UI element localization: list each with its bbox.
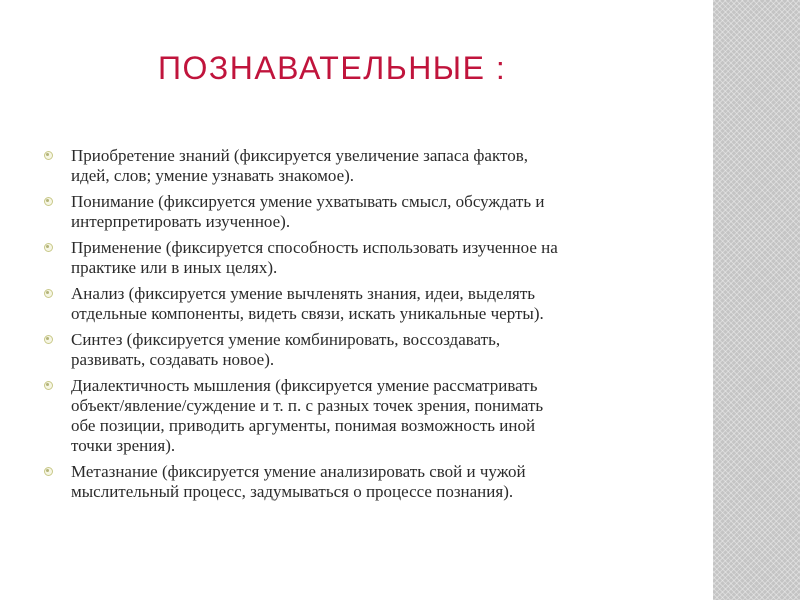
circle-bullet-icon	[44, 197, 53, 206]
bullet-list	[44, 146, 644, 508]
circle-bullet-icon	[44, 289, 53, 298]
bullet-text-line: Понимание (фиксируется умение ухватывать смысл, обсуждать и	[71, 192, 545, 211]
bullet-text-line: идей, слов; умение узнавать знакомое).	[71, 166, 355, 185]
bullet-text-line: развивать, создавать новое).	[71, 350, 275, 369]
circle-bullet-icon	[44, 243, 53, 252]
bullet-item	[44, 376, 644, 456]
bullet-text-line: обе позиции, приводить аргументы, понимая возможность иной	[71, 416, 536, 435]
bullet-item	[44, 284, 644, 324]
bullet-item	[44, 462, 644, 502]
bullet-item	[44, 330, 644, 370]
bullet-text-line: Метазнание (фиксируется умение анализировать свой и чужой	[71, 462, 526, 481]
slide-title: ПОЗНАВАТЕЛЬНЫЕ :	[158, 50, 507, 86]
bullet-text-line: практике или в иных целях).	[71, 258, 278, 277]
bullet-text-line: Применение (фиксируется способность использовать изученное на	[71, 238, 558, 257]
bullet-text-line: мыслительный процесс, задумываться о процессе познания).	[71, 482, 514, 501]
bullet-text-line: Анализ (фиксируется умение вычленять знания, идеи, выделять	[71, 284, 536, 303]
bullet-text-line: точки зрения).	[71, 436, 176, 455]
decorative-side-panel	[713, 0, 800, 600]
circle-bullet-icon	[44, 335, 53, 344]
bullet-text-line: Синтез (фиксируется умение комбинировать, воссоздавать,	[71, 330, 501, 349]
bullet-text-line: Диалектичность мышления (фиксируется умение рассматривать	[71, 376, 538, 395]
bullet-text-line: интерпретировать изученное).	[71, 212, 291, 231]
circle-bullet-icon	[44, 151, 53, 160]
bullet-item	[44, 146, 644, 186]
bullet-text-line: объект/явление/суждение и т. п. с разных точек зрения, понимать	[71, 396, 544, 415]
bullet-text-line: Приобретение знаний (фиксируется увеличение запаса фактов,	[71, 146, 528, 165]
bullet-item	[44, 192, 644, 232]
circle-bullet-icon	[44, 467, 53, 476]
circle-bullet-icon	[44, 381, 53, 390]
bullet-item	[44, 238, 644, 278]
bullet-text-line: отдельные компоненты, видеть связи, искать уникальные черты).	[71, 304, 544, 323]
